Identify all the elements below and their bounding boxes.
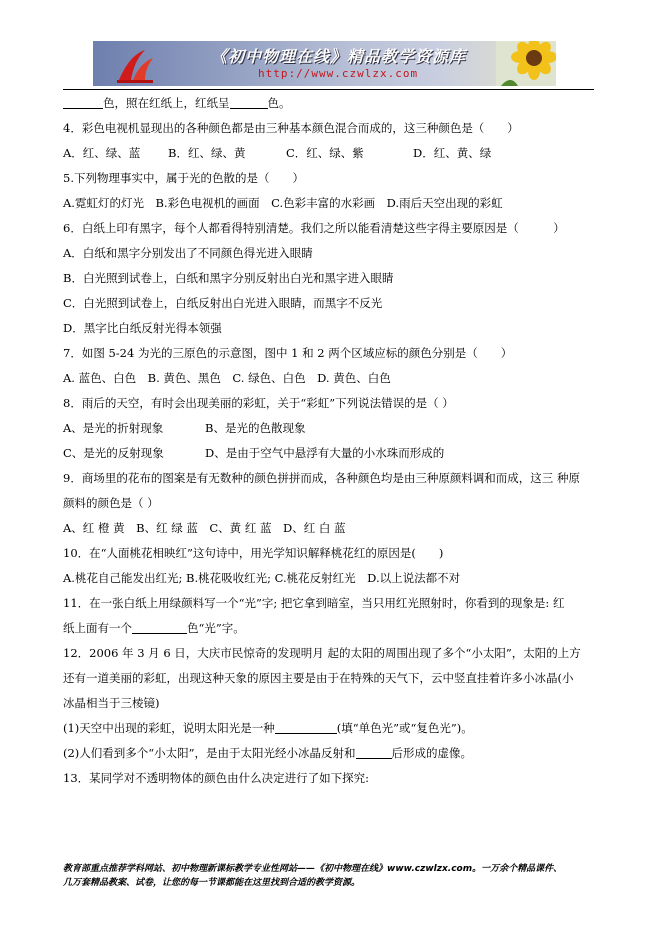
question-8-options-cd: C、是光的反射现象 D、是由于空气中悬浮有大量的小水珠而形成的 bbox=[63, 446, 445, 460]
line-q3-continued: 色，照在红纸上，红纸呈 色。 bbox=[63, 91, 603, 116]
answer-blank[interactable] bbox=[63, 95, 103, 109]
question-12-line-1: 12．2006 年 3 月 6 日，大庆市民惊奇的发现明月 起的太阳的周围出现了多个“小太阳”，太阳的上方 bbox=[63, 646, 581, 660]
question-12-part-2: (2)人们看到多个“小太阳”，是由于太阳光经小冰晶反射和 后形成的虚像。 bbox=[63, 746, 473, 760]
question-10-options: A.桃花自己能发出红光; B.桃花吸收红光; C.桃花反射红光 D.以上说法都不对 bbox=[63, 571, 461, 585]
page-footer bbox=[63, 862, 608, 890]
question-9-line-1: 9．商场里的花布的图案是有无数种的颜色拼拼而成，各种颜色均是由三种原颜料调和而成，这三 种原 bbox=[63, 471, 580, 485]
question-10: 10．在“人面桃花相映红”这句诗中，用光学知识解释桃花红的原因是( ) bbox=[63, 546, 444, 560]
answer-blank[interactable] bbox=[275, 720, 337, 734]
header-banner bbox=[93, 41, 556, 86]
footer-line-2: 几万套精品教案、试卷，让您的每一节课都能在这里找到合适的教学资源。 bbox=[63, 878, 361, 888]
answer-blank[interactable] bbox=[230, 95, 268, 109]
question-5-options: A.霓虹灯的灯光 B.彩色电视机的画面 C.色彩丰富的水彩画 D.雨后天空出现的彩虹 bbox=[63, 196, 503, 210]
question-4-options: A．红、绿、蓝 B．红、绿、黄 C．红、绿、紫 D．红、黄、绿 bbox=[63, 146, 492, 160]
question-6-option-c: C．白光照到试卷上，白纸反射出白光进入眼睛，而黑字不反光 bbox=[63, 296, 383, 310]
answer-blank[interactable] bbox=[356, 745, 392, 759]
site-url[interactable]: http://www.czwlzx.com bbox=[258, 67, 419, 80]
question-9-options: A、红 橙 黄 B、红 绿 蓝 C、黄 红 蓝 D、红 白 蓝 bbox=[63, 521, 346, 535]
question-6-option-d: D．黑字比白纸反射光得本领强 bbox=[63, 321, 222, 335]
site-title: 《初中物理在线》精品教学资源库 bbox=[211, 47, 467, 66]
question-6-option-a: A．白纸和黑字分别发出了不同颜色得光进入眼睛 bbox=[63, 246, 313, 260]
header-rule bbox=[63, 89, 594, 90]
question-12-part-1: (1)天空中出现的彩虹，说明太阳光是一种 (填“单色光”或“复色光”)。 bbox=[63, 721, 473, 735]
question-8: 8．雨后的天空，有时会出现美丽的彩虹，关于“彩虹”下列说法错误的是（ ） bbox=[63, 396, 454, 410]
question-7: 7．如图 5-24 为光的三原色的示意图，图中 1 和 2 两个区域应标的颜色分别是（ ） bbox=[63, 346, 513, 360]
question-12-line-2: 还有一道美丽的彩虹，出现这种天象的原因主要是由于在特殊的天气下，云中竖直挂着许多小冰晶(小 bbox=[63, 671, 574, 685]
answer-blank[interactable] bbox=[132, 620, 187, 634]
question-9-line-2: 颜料的颜色是（ ） bbox=[63, 496, 159, 510]
question-4: 4．彩色电视机显现出的各种颜色都是由三种基本颜色混合而成的，这三种颜色是（ ） bbox=[63, 121, 519, 135]
question-7-options: A. 蓝色、白色 B. 黄色、黑色 C. 绿色、白色 D. 黄色、白色 bbox=[63, 371, 391, 385]
sunflower-icon bbox=[496, 41, 556, 86]
question-11-line-1: 11．在一张白纸上用绿颜料写一个“光”字; 把它拿到暗室，当只用红光照射时，你看到的现象是: 红 bbox=[63, 596, 565, 610]
question-6: 6．白纸上印有黑字，每个人都看得特别清楚。我们之所以能看清楚这些字得主要原因是（ ） bbox=[63, 221, 565, 235]
question-8-options-ab: A、是光的折射现象 B、是光的色散现象 bbox=[63, 421, 306, 435]
worksheet-body bbox=[63, 91, 603, 791]
question-12-line-3: 冰晶相当于三棱镜) bbox=[63, 696, 160, 710]
question-11-line-2: 纸上面有一个 色“光”字。 bbox=[63, 621, 245, 635]
question-6-option-b: B．白光照到试卷上，白纸和黑字分别反射出白光和黑字进入眼睛 bbox=[63, 271, 394, 285]
question-5: 5.下列物理事实中，属于光的色散的是（ ） bbox=[63, 171, 304, 185]
footer-line-1: 教育部重点推荐学科网站、初中物理新课标教学专业性网站——《初中物理在线》www.czwlzx.com。一万余个精品课件、 bbox=[63, 864, 563, 874]
site-logo-icon bbox=[115, 46, 155, 84]
question-13: 13．某同学对不透明物体的颜色由什么决定进行了如下探究: bbox=[63, 771, 370, 785]
